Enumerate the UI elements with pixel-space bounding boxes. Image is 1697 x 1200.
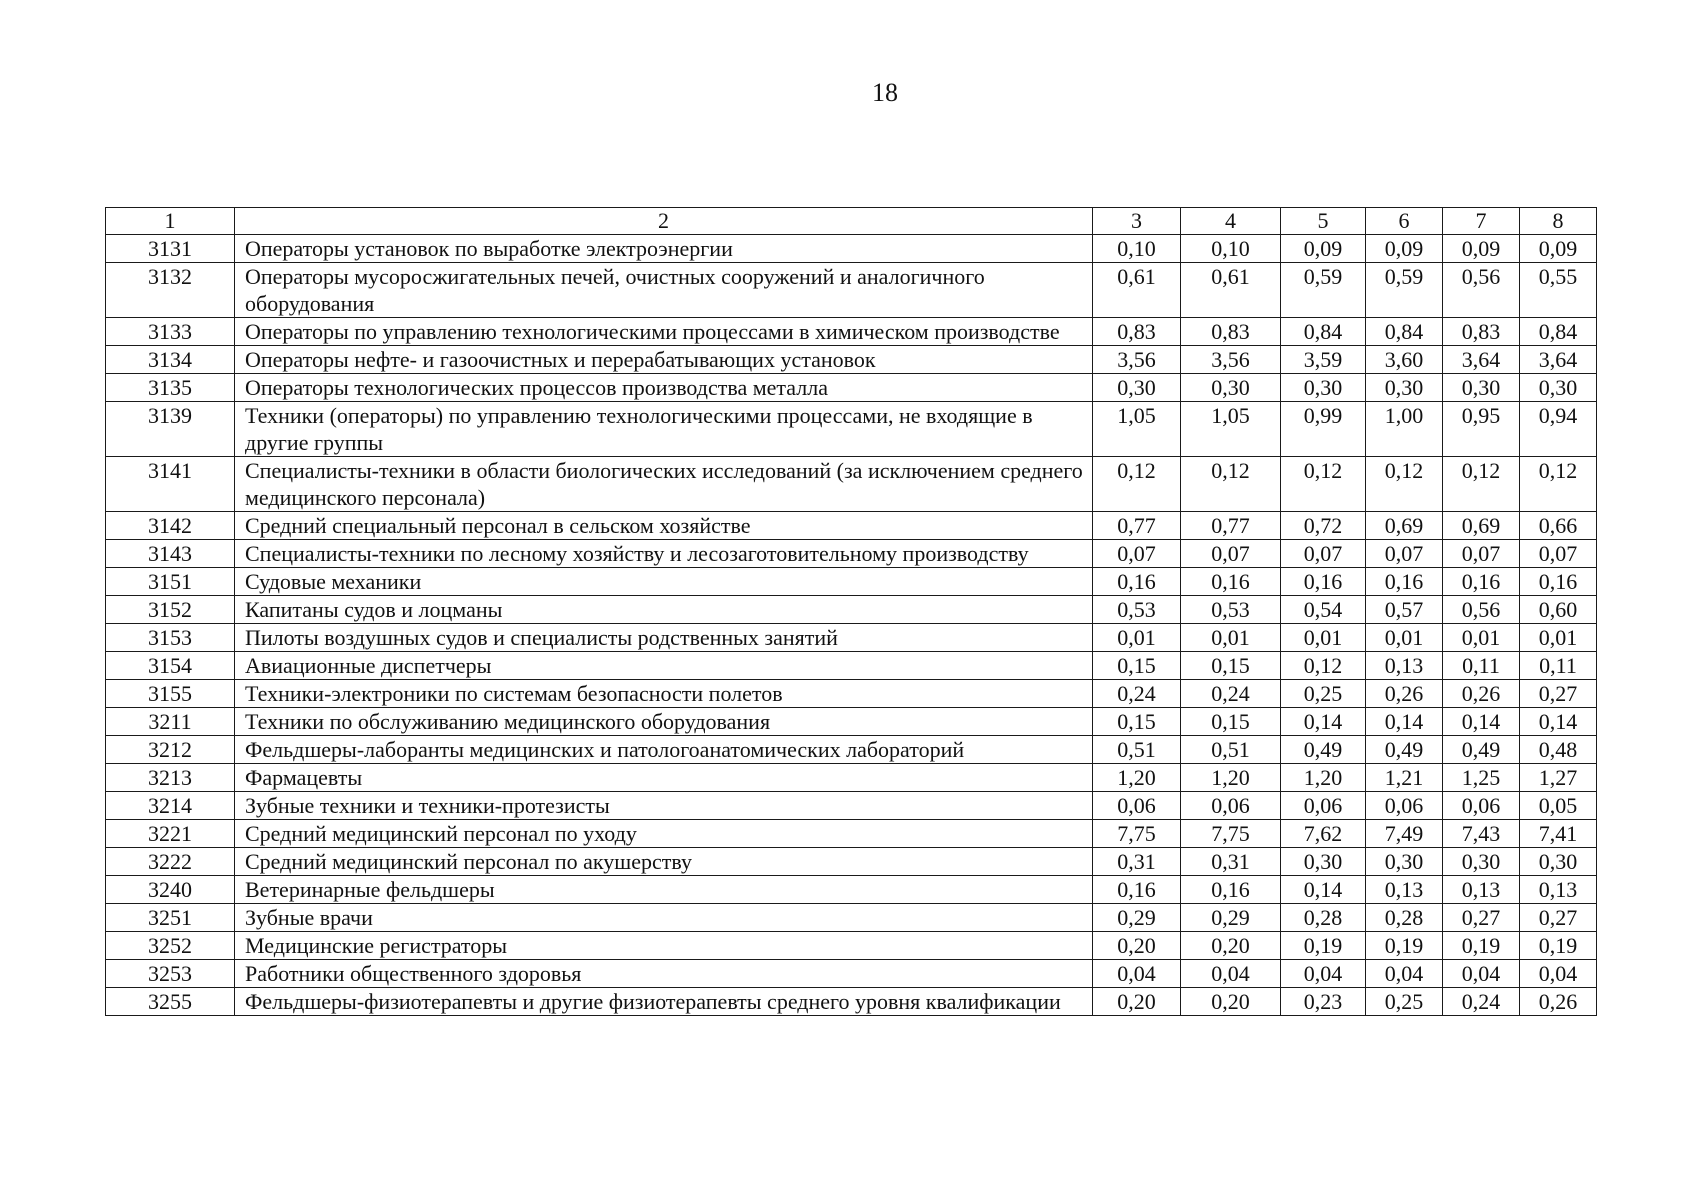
occupation-name-cell: Средний медицинский персонал по акушерству	[235, 848, 1093, 876]
table-row	[106, 624, 1597, 652]
table-row	[106, 708, 1597, 736]
value-cell: 1,20	[1181, 764, 1281, 792]
table-row	[106, 596, 1597, 624]
value-cell: 0,16	[1093, 568, 1181, 596]
value-cell: 0,30	[1281, 374, 1366, 402]
table-row	[106, 736, 1597, 764]
value-cell: 0,99	[1281, 402, 1366, 457]
value-cell: 0,12	[1281, 457, 1366, 512]
value-cell: 0,51	[1181, 736, 1281, 764]
value-cell: 0,30	[1281, 848, 1366, 876]
value-cell: 3,64	[1520, 346, 1597, 374]
table-row	[106, 512, 1597, 540]
table-row	[106, 540, 1597, 568]
value-cell: 1,20	[1281, 764, 1366, 792]
value-cell: 0,29	[1181, 904, 1281, 932]
header-cell: 4	[1181, 208, 1281, 235]
occupation-code-cell: 3214	[106, 792, 235, 820]
occupation-name-cell: Операторы установок по выработке электроэнергии	[235, 235, 1093, 263]
occupation-name-cell: Операторы нефте- и газоочистных и перерабатывающих установок	[235, 346, 1093, 374]
occupation-name-cell: Медицинские регистраторы	[235, 932, 1093, 960]
value-cell: 0,69	[1443, 512, 1520, 540]
value-cell: 0,20	[1181, 932, 1281, 960]
occupation-name-cell: Фармацевты	[235, 764, 1093, 792]
value-cell: 3,60	[1366, 346, 1443, 374]
value-cell: 0,61	[1181, 263, 1281, 318]
value-cell: 0,12	[1520, 457, 1597, 512]
occupation-code-cell: 3141	[106, 457, 235, 512]
occupation-code-cell: 3252	[106, 932, 235, 960]
value-cell: 0,56	[1443, 596, 1520, 624]
occupation-code-cell: 3151	[106, 568, 235, 596]
value-cell: 7,75	[1181, 820, 1281, 848]
occupation-code-cell: 3143	[106, 540, 235, 568]
value-cell: 0,77	[1181, 512, 1281, 540]
table-row	[106, 876, 1597, 904]
value-cell: 0,30	[1520, 848, 1597, 876]
value-cell: 0,84	[1281, 318, 1366, 346]
table-row	[106, 318, 1597, 346]
table-row	[106, 820, 1597, 848]
value-cell: 0,56	[1443, 263, 1520, 318]
value-cell: 3,64	[1443, 346, 1520, 374]
value-cell: 0,09	[1443, 235, 1520, 263]
value-cell: 0,13	[1366, 652, 1443, 680]
value-cell: 0,83	[1093, 318, 1181, 346]
value-cell: 0,25	[1366, 988, 1443, 1016]
occupation-code-cell: 3213	[106, 764, 235, 792]
table-row	[106, 848, 1597, 876]
occupation-name-cell: Техники-электроники по системам безопасности полетов	[235, 680, 1093, 708]
occupation-name-cell: Судовые механики	[235, 568, 1093, 596]
occupation-code-cell: 3221	[106, 820, 235, 848]
value-cell: 7,41	[1520, 820, 1597, 848]
header-cell: 5	[1281, 208, 1366, 235]
value-cell: 0,01	[1281, 624, 1366, 652]
value-cell: 0,12	[1281, 652, 1366, 680]
value-cell: 0,31	[1093, 848, 1181, 876]
header-cell: 7	[1443, 208, 1520, 235]
table-row	[106, 402, 1597, 457]
table-header-row	[106, 208, 1597, 235]
value-cell: 0,01	[1443, 624, 1520, 652]
occupation-name-cell: Средний медицинский персонал по уходу	[235, 820, 1093, 848]
value-cell: 0,06	[1181, 792, 1281, 820]
occupation-code-cell: 3212	[106, 736, 235, 764]
occupation-code-cell: 3139	[106, 402, 235, 457]
table-row	[106, 932, 1597, 960]
value-cell: 0,61	[1093, 263, 1181, 318]
occupation-code-cell: 3155	[106, 680, 235, 708]
occupation-name-cell: Работники общественного здоровья	[235, 960, 1093, 988]
value-cell: 0,84	[1366, 318, 1443, 346]
value-cell: 0,07	[1520, 540, 1597, 568]
table-row	[106, 792, 1597, 820]
header-cell: 2	[235, 208, 1093, 235]
occupation-code-cell: 3222	[106, 848, 235, 876]
occupation-code-cell: 3255	[106, 988, 235, 1016]
value-cell: 1,25	[1443, 764, 1520, 792]
value-cell: 0,04	[1443, 960, 1520, 988]
value-cell: 0,15	[1093, 652, 1181, 680]
value-cell: 0,16	[1443, 568, 1520, 596]
occupation-name-cell: Специалисты-техники в области биологических исследований (за исключением среднего медицинского персонала)	[235, 457, 1093, 512]
value-cell: 0,16	[1281, 568, 1366, 596]
value-cell: 0,30	[1093, 374, 1181, 402]
occupation-name-cell: Техники по обслуживанию медицинского оборудования	[235, 708, 1093, 736]
value-cell: 0,31	[1181, 848, 1281, 876]
occupation-code-cell: 3154	[106, 652, 235, 680]
value-cell: 0,01	[1093, 624, 1181, 652]
value-cell: 0,30	[1520, 374, 1597, 402]
value-cell: 0,28	[1366, 904, 1443, 932]
value-cell: 0,10	[1181, 235, 1281, 263]
value-cell: 0,12	[1093, 457, 1181, 512]
occupation-name-cell: Средний специальный персонал в сельском хозяйстве	[235, 512, 1093, 540]
occupation-code-cell: 3253	[106, 960, 235, 988]
value-cell: 1,20	[1093, 764, 1181, 792]
value-cell: 0,84	[1520, 318, 1597, 346]
value-cell: 0,95	[1443, 402, 1520, 457]
value-cell: 0,09	[1281, 235, 1366, 263]
value-cell: 0,49	[1281, 736, 1366, 764]
value-cell: 0,04	[1093, 960, 1181, 988]
table-row	[106, 680, 1597, 708]
occupation-name-cell: Зубные техники и техники-протезисты	[235, 792, 1093, 820]
value-cell: 0,94	[1520, 402, 1597, 457]
occupation-name-cell: Операторы мусоросжигательных печей, очистных сооружений и аналогичного оборудования	[235, 263, 1093, 318]
page-number: 18	[872, 78, 898, 107]
value-cell: 0,14	[1443, 708, 1520, 736]
value-cell: 0,15	[1181, 652, 1281, 680]
value-cell: 0,16	[1181, 876, 1281, 904]
occupation-code-cell: 3135	[106, 374, 235, 402]
value-cell: 0,19	[1281, 932, 1366, 960]
occupation-code-cell: 3211	[106, 708, 235, 736]
value-cell: 0,55	[1520, 263, 1597, 318]
value-cell: 0,14	[1281, 876, 1366, 904]
header-cell: 1	[106, 208, 235, 235]
value-cell: 0,29	[1093, 904, 1181, 932]
value-cell: 0,16	[1366, 568, 1443, 596]
value-cell: 0,49	[1443, 736, 1520, 764]
value-cell: 0,27	[1520, 680, 1597, 708]
value-cell: 0,06	[1093, 792, 1181, 820]
value-cell: 0,26	[1520, 988, 1597, 1016]
value-cell: 0,20	[1181, 988, 1281, 1016]
table-row	[106, 263, 1597, 318]
header-cell: 6	[1366, 208, 1443, 235]
occupation-code-cell: 3134	[106, 346, 235, 374]
table-row	[106, 235, 1597, 263]
value-cell: 0,30	[1366, 848, 1443, 876]
value-cell: 0,13	[1520, 876, 1597, 904]
value-cell: 0,06	[1443, 792, 1520, 820]
value-cell: 0,30	[1366, 374, 1443, 402]
value-cell: 3,56	[1181, 346, 1281, 374]
data-table	[105, 207, 1597, 1016]
value-cell: 0,72	[1281, 512, 1366, 540]
value-cell: 0,15	[1181, 708, 1281, 736]
occupation-code-cell: 3240	[106, 876, 235, 904]
value-cell: 7,62	[1281, 820, 1366, 848]
value-cell: 0,27	[1520, 904, 1597, 932]
value-cell: 0,13	[1443, 876, 1520, 904]
value-cell: 0,11	[1443, 652, 1520, 680]
table-row	[106, 374, 1597, 402]
value-cell: 7,49	[1366, 820, 1443, 848]
value-cell: 0,16	[1520, 568, 1597, 596]
occupation-code-cell: 3152	[106, 596, 235, 624]
value-cell: 0,24	[1093, 680, 1181, 708]
occupation-name-cell: Операторы технологических процессов производства металла	[235, 374, 1093, 402]
value-cell: 0,14	[1520, 708, 1597, 736]
value-cell: 0,16	[1093, 876, 1181, 904]
value-cell: 0,59	[1281, 263, 1366, 318]
table-row	[106, 652, 1597, 680]
value-cell: 0,57	[1366, 596, 1443, 624]
data-table-container	[105, 207, 1597, 1016]
value-cell: 0,05	[1520, 792, 1597, 820]
value-cell: 0,19	[1366, 932, 1443, 960]
value-cell: 0,16	[1181, 568, 1281, 596]
value-cell: 0,49	[1366, 736, 1443, 764]
value-cell: 0,28	[1281, 904, 1366, 932]
table-row	[106, 904, 1597, 932]
occupation-name-cell: Авиационные диспетчеры	[235, 652, 1093, 680]
table-row	[106, 960, 1597, 988]
value-cell: 0,77	[1093, 512, 1181, 540]
value-cell: 0,19	[1443, 932, 1520, 960]
occupation-name-cell: Техники (операторы) по управлению технологическими процессами, не входящие в другие группы	[235, 402, 1093, 457]
value-cell: 0,12	[1366, 457, 1443, 512]
header-cell: 8	[1520, 208, 1597, 235]
value-cell: 1,27	[1520, 764, 1597, 792]
value-cell: 0,01	[1366, 624, 1443, 652]
value-cell: 0,30	[1181, 374, 1281, 402]
value-cell: 1,00	[1366, 402, 1443, 457]
value-cell: 0,30	[1443, 848, 1520, 876]
value-cell: 1,21	[1366, 764, 1443, 792]
value-cell: 0,27	[1443, 904, 1520, 932]
value-cell: 0,20	[1093, 988, 1181, 1016]
value-cell: 0,66	[1520, 512, 1597, 540]
value-cell: 0,07	[1093, 540, 1181, 568]
occupation-code-cell: 3133	[106, 318, 235, 346]
value-cell: 0,48	[1520, 736, 1597, 764]
value-cell: 0,04	[1520, 960, 1597, 988]
value-cell: 0,12	[1443, 457, 1520, 512]
table-row	[106, 764, 1597, 792]
value-cell: 0,07	[1281, 540, 1366, 568]
value-cell: 0,09	[1366, 235, 1443, 263]
table-row	[106, 346, 1597, 374]
value-cell: 0,04	[1281, 960, 1366, 988]
value-cell: 0,10	[1093, 235, 1181, 263]
header-cell: 3	[1093, 208, 1181, 235]
value-cell: 0,53	[1093, 596, 1181, 624]
value-cell: 1,05	[1181, 402, 1281, 457]
table-row	[106, 568, 1597, 596]
occupation-name-cell: Операторы по управлению технологическими процессами в химическом производстве	[235, 318, 1093, 346]
value-cell: 0,83	[1181, 318, 1281, 346]
value-cell: 0,26	[1443, 680, 1520, 708]
value-cell: 0,25	[1281, 680, 1366, 708]
occupation-name-cell: Специалисты-техники по лесному хозяйству и лесозаготовительному производству	[235, 540, 1093, 568]
value-cell: 0,15	[1093, 708, 1181, 736]
table-body	[106, 235, 1597, 1016]
value-cell: 0,01	[1520, 624, 1597, 652]
value-cell: 0,11	[1520, 652, 1597, 680]
value-cell: 1,05	[1093, 402, 1181, 457]
occupation-code-cell: 3132	[106, 263, 235, 318]
value-cell: 0,12	[1181, 457, 1281, 512]
value-cell: 0,26	[1366, 680, 1443, 708]
value-cell: 0,20	[1093, 932, 1181, 960]
value-cell: 7,75	[1093, 820, 1181, 848]
table-row	[106, 988, 1597, 1016]
value-cell: 0,06	[1281, 792, 1366, 820]
value-cell: 0,51	[1093, 736, 1181, 764]
value-cell: 0,24	[1443, 988, 1520, 1016]
value-cell: 0,14	[1366, 708, 1443, 736]
value-cell: 0,04	[1366, 960, 1443, 988]
occupation-name-cell: Ветеринарные фельдшеры	[235, 876, 1093, 904]
occupation-name-cell: Фельдшеры-физиотерапевты и другие физиотерапевты среднего уровня квалификации	[235, 988, 1093, 1016]
value-cell: 0,54	[1281, 596, 1366, 624]
occupation-name-cell: Капитаны судов и лоцманы	[235, 596, 1093, 624]
value-cell: 3,56	[1093, 346, 1181, 374]
occupation-code-cell: 3142	[106, 512, 235, 540]
value-cell: 0,23	[1281, 988, 1366, 1016]
value-cell: 0,30	[1443, 374, 1520, 402]
occupation-code-cell: 3131	[106, 235, 235, 263]
value-cell: 3,59	[1281, 346, 1366, 374]
value-cell: 0,07	[1366, 540, 1443, 568]
value-cell: 0,53	[1181, 596, 1281, 624]
value-cell: 0,07	[1443, 540, 1520, 568]
value-cell: 0,09	[1520, 235, 1597, 263]
value-cell: 7,43	[1443, 820, 1520, 848]
value-cell: 0,19	[1520, 932, 1597, 960]
table-row	[106, 457, 1597, 512]
value-cell: 0,24	[1181, 680, 1281, 708]
value-cell: 0,04	[1181, 960, 1281, 988]
value-cell: 0,06	[1366, 792, 1443, 820]
value-cell: 0,69	[1366, 512, 1443, 540]
occupation-name-cell: Пилоты воздушных судов и специалисты родственных занятий	[235, 624, 1093, 652]
value-cell: 0,60	[1520, 596, 1597, 624]
value-cell: 0,01	[1181, 624, 1281, 652]
occupation-name-cell: Зубные врачи	[235, 904, 1093, 932]
occupation-code-cell: 3153	[106, 624, 235, 652]
occupation-code-cell: 3251	[106, 904, 235, 932]
value-cell: 0,59	[1366, 263, 1443, 318]
value-cell: 0,83	[1443, 318, 1520, 346]
value-cell: 0,14	[1281, 708, 1366, 736]
value-cell: 0,07	[1181, 540, 1281, 568]
value-cell: 0,13	[1366, 876, 1443, 904]
occupation-name-cell: Фельдшеры-лаборанты медицинских и патологоанатомических лабораторий	[235, 736, 1093, 764]
